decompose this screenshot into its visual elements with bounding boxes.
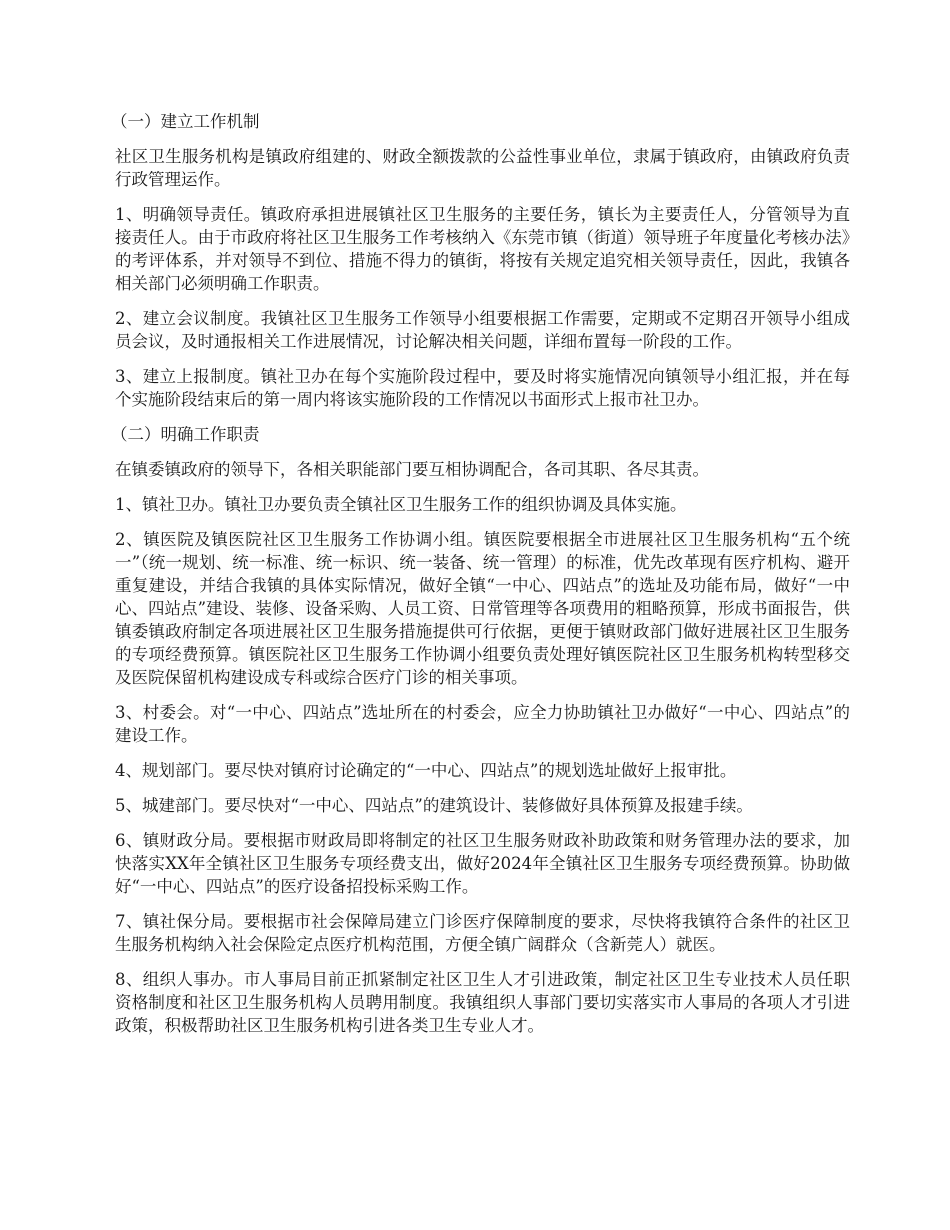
paragraph-item-finance: 6、镇财政分局。要根据市财政局即将制定的社区卫生服务财政补助政策和财务管理办法的要求，加快落实XX年全镇社区卫生服务专项经费支出，做好2024年全镇社区卫生服务专项经费预算。协助做好“一中心、四站点”的医疗设备招投标采购工作。 [115, 831, 850, 896]
paragraph-item-village: 3、村委会。对“一中心、四站点”选址所在的村委会，应全力协助镇社卫办做好“一中心、四站点”的建设工作。 [115, 703, 850, 745]
paragraph-intro-coordination: 在镇委镇政府的领导下，各相关职能部门要互相协调配合，各司其职、各尽其责。 [115, 460, 709, 479]
paragraph-item-office: 1、镇社卫办。镇社卫办要负责全镇社区卫生服务工作的组织协调及具体实施。 [115, 495, 687, 514]
paragraph-item-personnel: 8、组织人事办。市人事局目前正抓紧制定社区卫生人才引进政策，制定社区卫生专业技术人员任职资格制度和社区卫生服务机构人员聘用制度。我镇组织人事部门要切实落实市人事局的各项人才引进政策，积极帮助社区卫生服务机构引进各类卫生专业人才。 [115, 970, 850, 1035]
paragraph-item-leadership: 1、明确领导责任。镇政府承担进展镇社区卫生服务的主要任务，镇长为主要责任人，分管领导为直接责任人。由于市政府将社区卫生服务工作考核纳入《东莞市镇（街道）领导班子年度量化考核办法》的考评体系，并对领导不到位、措施不得力的镇街，将按有关规定追究相关领导责任，因此，我镇各相关部门必须明确工作职责。 [115, 205, 850, 293]
paragraph-item-reporting: 3、建立上报制度。镇社卫办在每个实施阶段过程中，要及时将实施情况向镇领导小组汇报，并在每个实施阶段结束后的第一周内将该实施阶段的工作情况以书面形式上报市社卫办。 [115, 367, 850, 409]
document-body [111, 110, 850, 1049]
paragraph-item-meeting: 2、建立会议制度。我镇社区卫生服务工作领导小组要根据工作需要，定期或不定期召开领导小组成员会议，及时通报相关工作进展情况，讨论解决相关问题，详细布置每一阶段的工作。 [115, 309, 850, 351]
section-heading-responsibilities: （二）明确工作职责 [111, 425, 260, 444]
paragraph-item-planning: 4、规划部门。要尽快对镇府讨论确定的“一中心、四站点”的规划选址做好上报审批。 [115, 761, 737, 780]
paragraph-item-hospital: 2、镇医院及镇医院社区卫生服务工作协调小组。镇医院要根据全市进展社区卫生服务机构“五个统一”（统一规划、统一标准、统一标识、统一装备、统一管理）的标准，优先改革现有医疗机构、避开重复建设，并结合我镇的具体实际情况，做好全镇“一中心、四站点”的选址及功能布局，做好“一中心、四站点”建设、装修、设备采购、人员工资、日常管理等各项费用的粗略预算，形成书面报告，供镇委镇政府制定各项进展社区卫生服务措施提供可行依据，更便于镇财政部门做好进展社区卫生服务的专项经费预算。镇医院社区卫生服务工作协调小组要负责处理好镇医院社区卫生服务机构转型移交及医院保留机构建设成专科或综合医疗门诊的相关事项。 [115, 530, 850, 687]
paragraph-intro-organization: 社区卫生服务机构是镇政府组建的、财政全额拨款的公益性事业单位，隶属于镇政府，由镇政府负责行政管理运作。 [115, 147, 850, 189]
section-heading-establish-mechanism: （一）建立工作机制 [111, 112, 260, 131]
paragraph-item-construction: 5、城建部门。要尽快对“一中心、四站点”的建筑设计、装修做好具体预算及报建手续。 [115, 796, 753, 815]
paragraph-item-social-security: 7、镇社保分局。要根据市社会保障局建立门诊医疗保障制度的要求，尽快将我镇符合条件的社区卫生服务机构纳入社会保险定点医疗机构范围，方便全镇广阔群众（含新莞人）就医。 [115, 912, 850, 954]
